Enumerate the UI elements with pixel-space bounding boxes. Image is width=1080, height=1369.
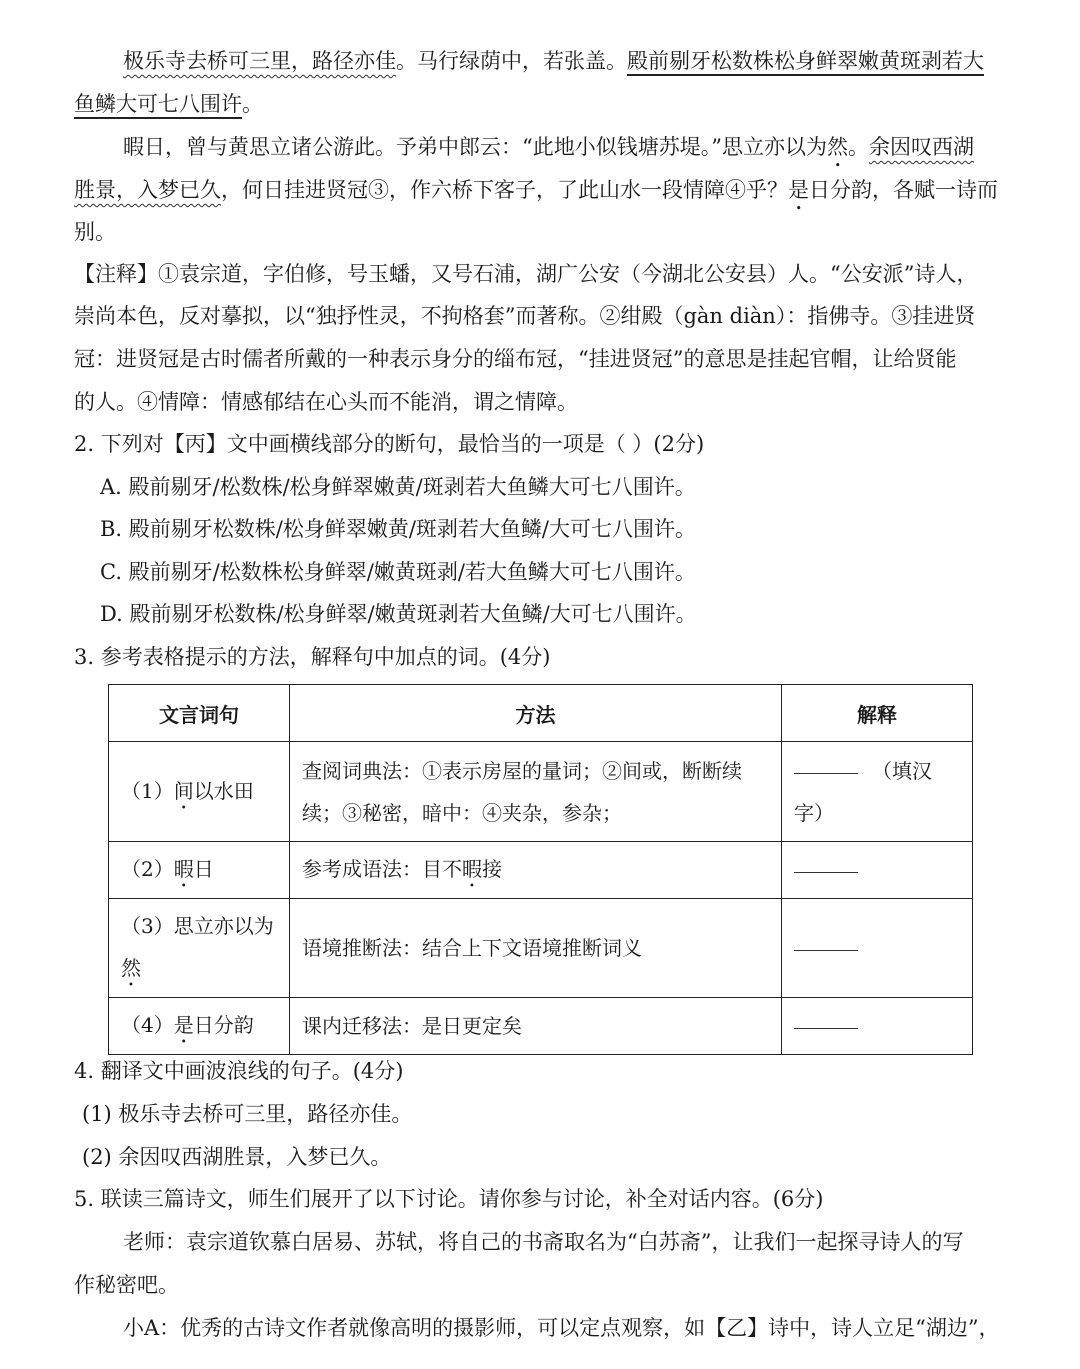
answer-blank[interactable] — [794, 1026, 858, 1029]
dotted-word: 暇 — [173, 857, 194, 881]
dotted-word: 间 — [173, 778, 194, 803]
option-c: C. 殿前剔牙/松数株松身鲜翠/嫩黄斑剥/若大鱼鳞大可七八围许。 — [100, 560, 696, 584]
dialogue-line: 作秘密吧。 — [74, 1273, 179, 1297]
passage-line: 鱼鳞大可七八围许。 — [74, 92, 263, 116]
table-row — [109, 899, 973, 998]
method-cell: 语境推断法：结合上下文语境推断词义 — [290, 899, 782, 998]
answer-blank[interactable] — [794, 870, 858, 873]
notes-line: 冠：进贤冠是古时儒者所戴的一种表示身分的缁布冠，“挂进贤冠”的意思是挂起官帽，让给贤能 — [74, 347, 957, 371]
answer-blank[interactable] — [794, 948, 858, 951]
wavy-sentence: 胜景，入梦已久 — [74, 178, 221, 202]
dotted-word: 暇 — [462, 857, 482, 881]
method-cell: 查阅词典法：①表示房屋的量词；②间或，断断续 续；③秘密，暗中：④夹杂，参杂； — [290, 742, 782, 842]
table-header-row — [109, 685, 973, 742]
notes-line: 崇尚本色，反对摹拟，以“独抒性灵，不拘格套”而著称。②绀殿（gàn diàn）：指佛寺。③挂进贤 — [74, 304, 976, 328]
table-row — [109, 842, 973, 899]
question-3-stem: 3. 参考表格提示的方法，解释句中加点的词。(4分) — [74, 645, 551, 669]
phrase-cell: （3）思立亦以为 然 — [109, 899, 290, 998]
translate-item-2: (2) 余因叹西湖胜景，入梦已久。 — [82, 1145, 392, 1169]
dialogue-line: 小A：优秀的古诗文作者就像高明的摄影师，可以定点观察，如【乙】诗中，诗人立足“湖边”， — [123, 1316, 1000, 1340]
underlined-sentence: 鱼鳞大可七八围许 — [74, 92, 242, 116]
answer-cell[interactable]: （填汉字） — [782, 742, 973, 842]
phrase-cell: （2）暇日 — [109, 842, 290, 899]
answer-cell[interactable] — [782, 998, 973, 1055]
header-phrase: 文言词句 — [109, 685, 290, 742]
phrase-cell: （4）是日分韵 — [109, 998, 290, 1055]
dotted-word: 是 — [788, 178, 809, 202]
method-cell: 参考成语法：目不暇接 — [290, 842, 782, 899]
question-5-stem: 5. 联读三篇诗文，师生们展开了以下讨论。请你参与讨论，补全对话内容。(6分) — [74, 1187, 824, 1211]
notes-line: 的人。④情障：情感郁结在心头而不能消，谓之情障。 — [74, 390, 578, 414]
dotted-word: 然 — [121, 956, 141, 980]
question-2-stem: 2. 下列对【丙】文中画横线部分的断句，最恰当的一项是（ ）(2分) — [74, 432, 705, 456]
passage-line: 胜景，入梦已久，何日挂进贤冠③，作六桥下客子，了此山水一段情障④乎？是日分韵，各赋一诗而 — [74, 178, 998, 202]
option-d: D. 殿前剔牙松数株/松身鲜翠/嫩黄斑剥若大鱼鳞/大可七八围许。 — [100, 602, 697, 626]
question-4-stem: 4. 翻译文中画波浪线的句子。(4分) — [74, 1059, 404, 1083]
phrase-cell: （1）间以水田 — [109, 742, 290, 842]
notes-line: 【注释】①袁宗道，字伯修，号玉蟠，又号石浦，湖广公安（今湖北公安县）人。“公安派”诗人， — [74, 262, 978, 286]
table-row — [109, 998, 973, 1055]
wavy-sentence: 极乐寺去桥可三里，路径亦佳 — [123, 49, 396, 73]
dotted-word: 然 — [826, 135, 848, 159]
dialogue-line: 老师：袁宗道钦慕白居易、苏轼，将自己的书斋取名为“白苏斋”，让我们一起探寻诗人的写 — [123, 1230, 964, 1254]
dotted-word: 是 — [173, 1013, 194, 1037]
option-a: A. 殿前剔牙/松数株/松身鲜翠嫩黄/斑剥若大鱼鳞大可七八围许。 — [100, 475, 696, 499]
table-row — [109, 742, 973, 842]
underlined-sentence: 殿前剔牙松数株松身鲜翠嫩黄斑剥若大 — [627, 49, 984, 73]
passage-line: 极乐寺去桥可三里，路径亦佳。马行绿荫中，若张盖。殿前剔牙松数株松身鲜翠嫩黄斑剥若大 — [123, 49, 984, 73]
answer-cell[interactable] — [782, 899, 973, 998]
method-cell: 课内迁移法：是日更定矣 — [290, 998, 782, 1055]
option-b: B. 殿前剔牙松数株/松身鲜翠嫩黄/斑剥若大鱼鳞/大可七八围许。 — [100, 517, 697, 541]
wavy-sentence: 余因叹西湖 — [868, 135, 974, 159]
header-explain: 解释 — [782, 685, 973, 742]
header-method: 方法 — [290, 685, 782, 742]
answer-cell[interactable] — [782, 842, 973, 899]
answer-blank[interactable] — [794, 771, 858, 774]
passage-line: 暇日，曾与黄思立诸公游此。予弟中郎云：“此地小似钱塘苏堤。”思立亦以为然。余因叹西湖 — [123, 135, 974, 159]
passage-line: 别。 — [74, 220, 116, 244]
method-table — [108, 684, 973, 1055]
translate-item-1: (1) 极乐寺去桥可三里，路径亦佳。 — [82, 1102, 413, 1126]
